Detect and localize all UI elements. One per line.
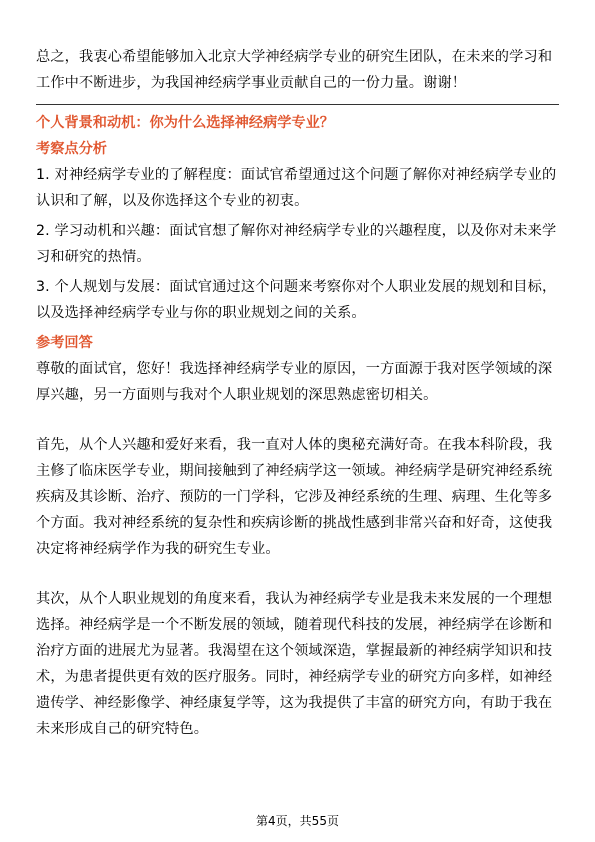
answer-line: 治疗方面的进展尤为显著。我渴望在这个领域深造，掌握最新的神经病学知识和技	[36, 643, 553, 659]
analysis-item-line: 1. 对神经病学专业的了解程度：面试官希望通过这个问题了解你对神经病学专业的	[36, 167, 557, 183]
analysis-item-line: 以及选择神经病学专业与你的职业规划之间的关系。	[36, 305, 366, 321]
page-number: 第4页，共55页	[256, 814, 339, 828]
answer-line: 其次，从个人职业规划的角度来看，我认为神经病学专业是我未来发展的一个理想	[36, 591, 553, 607]
intro-paragraph	[36, 44, 559, 96]
answer-line: 决定将神经病学作为我的研究生专业。	[36, 541, 280, 557]
answer-line: 术，为患者提供更有效的医疗服务。同时，神经病学专业的研究方向多样，如神经	[36, 669, 553, 685]
answer-line: 尊敬的面试官，您好！我选择神经病学专业的原因，一方面源于我对医学领域的深	[36, 361, 553, 377]
analysis-item-line: 3. 个人规划与发展：面试官通过这个问题来考察你对个人职业发展的规划和目标，	[36, 279, 557, 295]
analysis-title: 考察点分析	[36, 141, 107, 157]
analysis-item-line: 认识和了解，以及你选择这个专业的初衷。	[36, 193, 309, 209]
answer-line: 首先，从个人兴趣和爱好来看，我一直对人体的奥秘充满好奇。在我本科阶段，我	[36, 437, 553, 453]
answer-line: 主修了临床医学专业，期间接触到了神经病学这一领域。神经病学是研究神经系统	[36, 463, 553, 479]
section-divider	[36, 104, 559, 105]
answer-paragraph	[36, 586, 559, 742]
analysis-item	[36, 274, 559, 326]
answer-line: 个方面。我对神经系统的复杂性和疾病诊断的挑战性感到非常兴奋和好奇，这使我	[36, 515, 553, 531]
answer-paragraph	[36, 356, 559, 408]
answer-paragraph	[36, 432, 559, 562]
answer-line: 未来形成自己的研究特色。	[36, 721, 209, 737]
answer-line: 遗传学、神经影像学、神经康复学等，这为我提供了丰富的研究方向，有助于我在	[36, 695, 553, 711]
answer-line: 疾病及其诊断、治疗、预防的一门学科，它涉及神经系统的生理、病理、生化等多	[36, 489, 553, 505]
analysis-item	[36, 218, 559, 270]
answer-title: 参考回答	[36, 335, 93, 351]
document-body	[36, 44, 559, 766]
analysis-item-line: 2. 学习动机和兴趣：面试官想了解你对神经病学专业的兴趣程度，以及你对未来学	[36, 223, 557, 239]
answer-line: 厚兴趣，另一方面则与我对个人职业规划的深思熟虑密切相关。	[36, 387, 438, 403]
analysis-item-line: 习和研究的热情。	[36, 249, 151, 265]
answer-line: 选择。神经病学是一个不断发展的领域，随着现代科技的发展，神经病学在诊断和	[36, 617, 553, 633]
analysis-item	[36, 162, 559, 214]
intro-line: 工作中不断进步，为我国神经病学事业贡献自己的一份力量。谢谢！	[36, 75, 467, 91]
intro-line: 总之，我衷心希望能够加入北京大学神经病学专业的研究生团队，在未来的学习和	[36, 49, 553, 65]
question-title: 个人背景和动机：你为什么选择神经病学专业？	[36, 115, 334, 131]
